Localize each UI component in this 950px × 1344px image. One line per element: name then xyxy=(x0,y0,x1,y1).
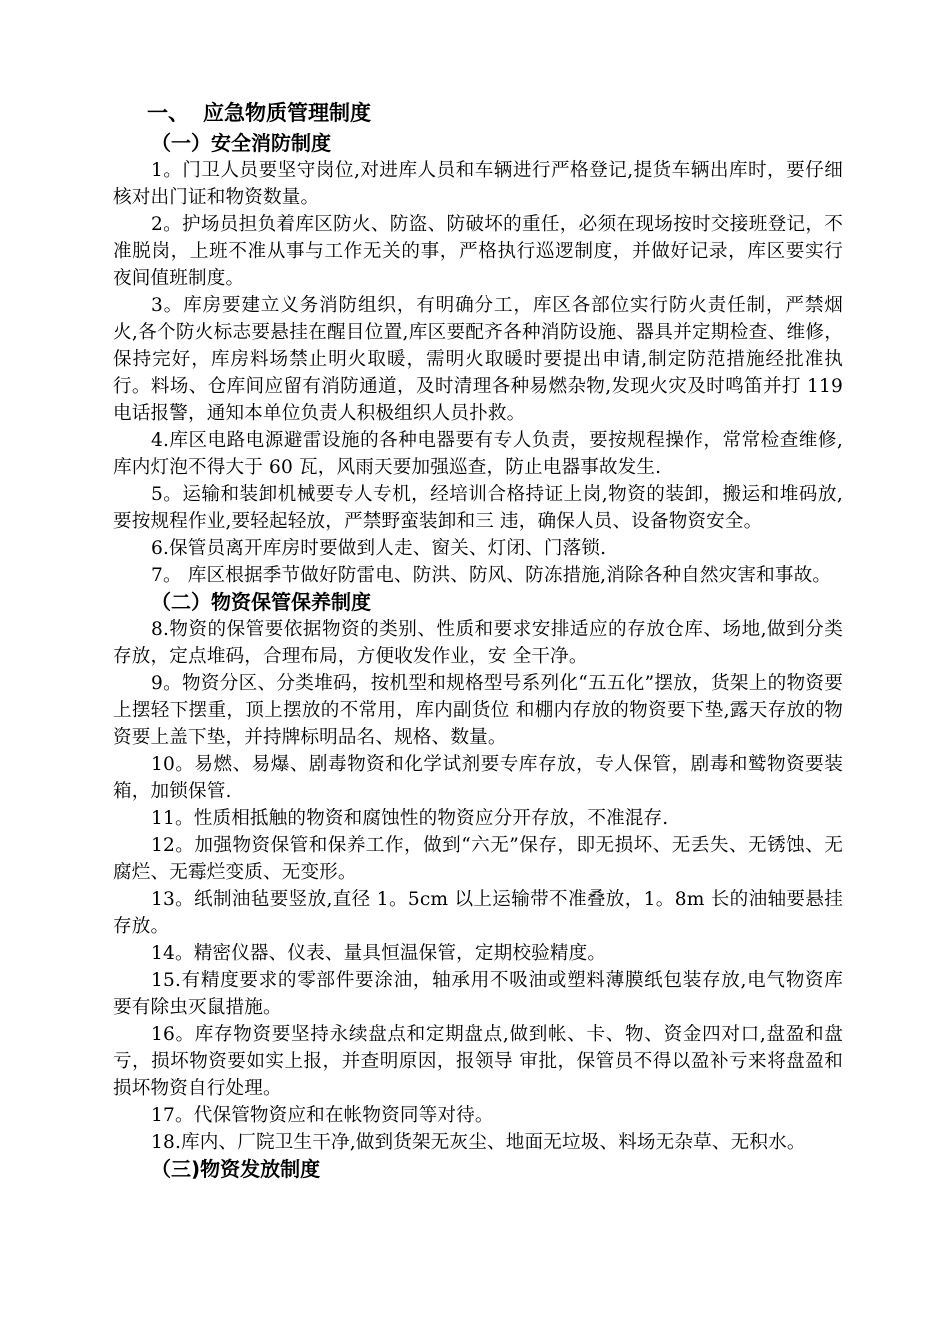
paragraph: 9。物资分区、分类堆码，按机型和规格型号系列化“五五化”摆放，货架上的物资要上摆轻下摆重，顶上摆放的不常用，库内副货位 和棚内存放的物资要下垫,露天存放的物资要上盖下垫，并持牌标明品名、规格、数量。 xyxy=(113,673,843,748)
paragraph: 11。性质相抵触的物资和腐蚀性的物资应分开存放，不准混存. xyxy=(151,808,669,829)
paragraph: 7。 库区根据季节做好防雷电、防洪、防风、防冻措施,消除各种自然灾害和事故。 xyxy=(151,565,832,586)
paragraph: 13。纸制油毡要竖放,直径 1。5cm 以上运输带不准叠放，1。8m 长的油轴要悬挂存放。 xyxy=(113,889,843,937)
paragraph: 10。易燃、易爆、剧毒物资和化学试剂要专库存放，专人保管，剧毒和鹫物资要装箱，加锁保管. xyxy=(113,754,843,802)
section-heading-safety-fire: （一）安全消防制度 xyxy=(151,131,331,155)
paragraph: 1。门卫人员要坚守岗位,对进库人员和车辆进行严格登记,提货车辆出库时，要仔细核对出门证和物资数量。 xyxy=(113,160,843,208)
title-number: 一、 xyxy=(147,101,189,125)
document-page xyxy=(113,96,843,1183)
paragraph: 6.保管员离开库房时要做到人走、窗关、灯闭、门落锁. xyxy=(151,538,607,559)
paragraph: 4.库区电路电源避雷设施的各种电器要有专人负责，要按规程操作，常常检查维修,库内灯泡不得大于 60 瓦，风雨天要加强巡查，防止电器事故发生. xyxy=(113,430,843,478)
section-heading-storage-maintenance: （二）物资保管保养制度 xyxy=(151,590,371,614)
paragraph: 3。库房要建立义务消防组织，有明确分工，库区各部位实行防火责任制，严禁烟火,各个防火标志要悬挂在醒目位置,库区要配齐各种消防设施、器具并定期检查、维修，保持完好，库房料场禁止明火取暖，需明火取暖时要提出申请,制定防范措施经批准执行。料场、仓库间应留有消防通道，及时清理各种易燃杂物,发现火灾及时鸣笛并打 119 电话报警，通知本单位负责人积极组织人员扑救。 xyxy=(113,295,843,424)
paragraph: 18.库内、厂院卫生干净,做到货架无灰尘、地面无垃圾、料场无杂草、无积水。 xyxy=(151,1132,806,1153)
title-text: 应急物质管理制度 xyxy=(203,101,371,125)
paragraph: 2。护场员担负着库区防火、防盗、防破坏的重任，必须在现场按时交接班登记，不准脱岗，上班不准从事与工作无关的事，严格执行巡逻制度，并做好记录，库区要实行夜间值班制度。 xyxy=(113,214,843,289)
document-title xyxy=(147,96,843,130)
paragraph: 16。库存物资要坚持永续盘点和定期盘点,做到帐、卡、物、资金四对口,盘盈和盘亏，损坏物资要如实上报，并查明原因，报领导 审批，保管员不得以盈补亏来将盘盈和损坏物资自行处理。 xyxy=(113,1024,843,1099)
paragraph: 8.物资的保管要依据物资的类别、性质和要求安排适应的存放仓库、场地,做到分类存放，定点堆码，合理布局，方便收发作业，安 全干净。 xyxy=(113,619,843,667)
paragraph: 5。运输和装卸机械要专人专机，经培训合格持证上岗,物资的装卸，搬运和堆码放,要按规程作业,要轻起轻放，严禁野蛮装卸和三 违，确保人员、设备物资安全。 xyxy=(113,484,843,532)
paragraph: 14。精密仪器、仪表、量具恒温保管，定期校验精度。 xyxy=(151,943,607,964)
paragraph: 15.有精度要求的零部件要涂油，轴承用不吸油或塑料薄膜纸包装存放,电气物资库要有除虫灭鼠措施。 xyxy=(113,970,843,1018)
section-heading-distribution: （三)物资发放制度 xyxy=(151,1157,321,1181)
paragraph: 17。代保管物资应和在帐物资同等对待。 xyxy=(151,1105,494,1126)
paragraph: 12。加强物资保管和保养工作，做到“六无”保存，即无损坏、无丢失、无锈蚀、无腐烂、无霉烂变质、无变形。 xyxy=(113,835,843,883)
